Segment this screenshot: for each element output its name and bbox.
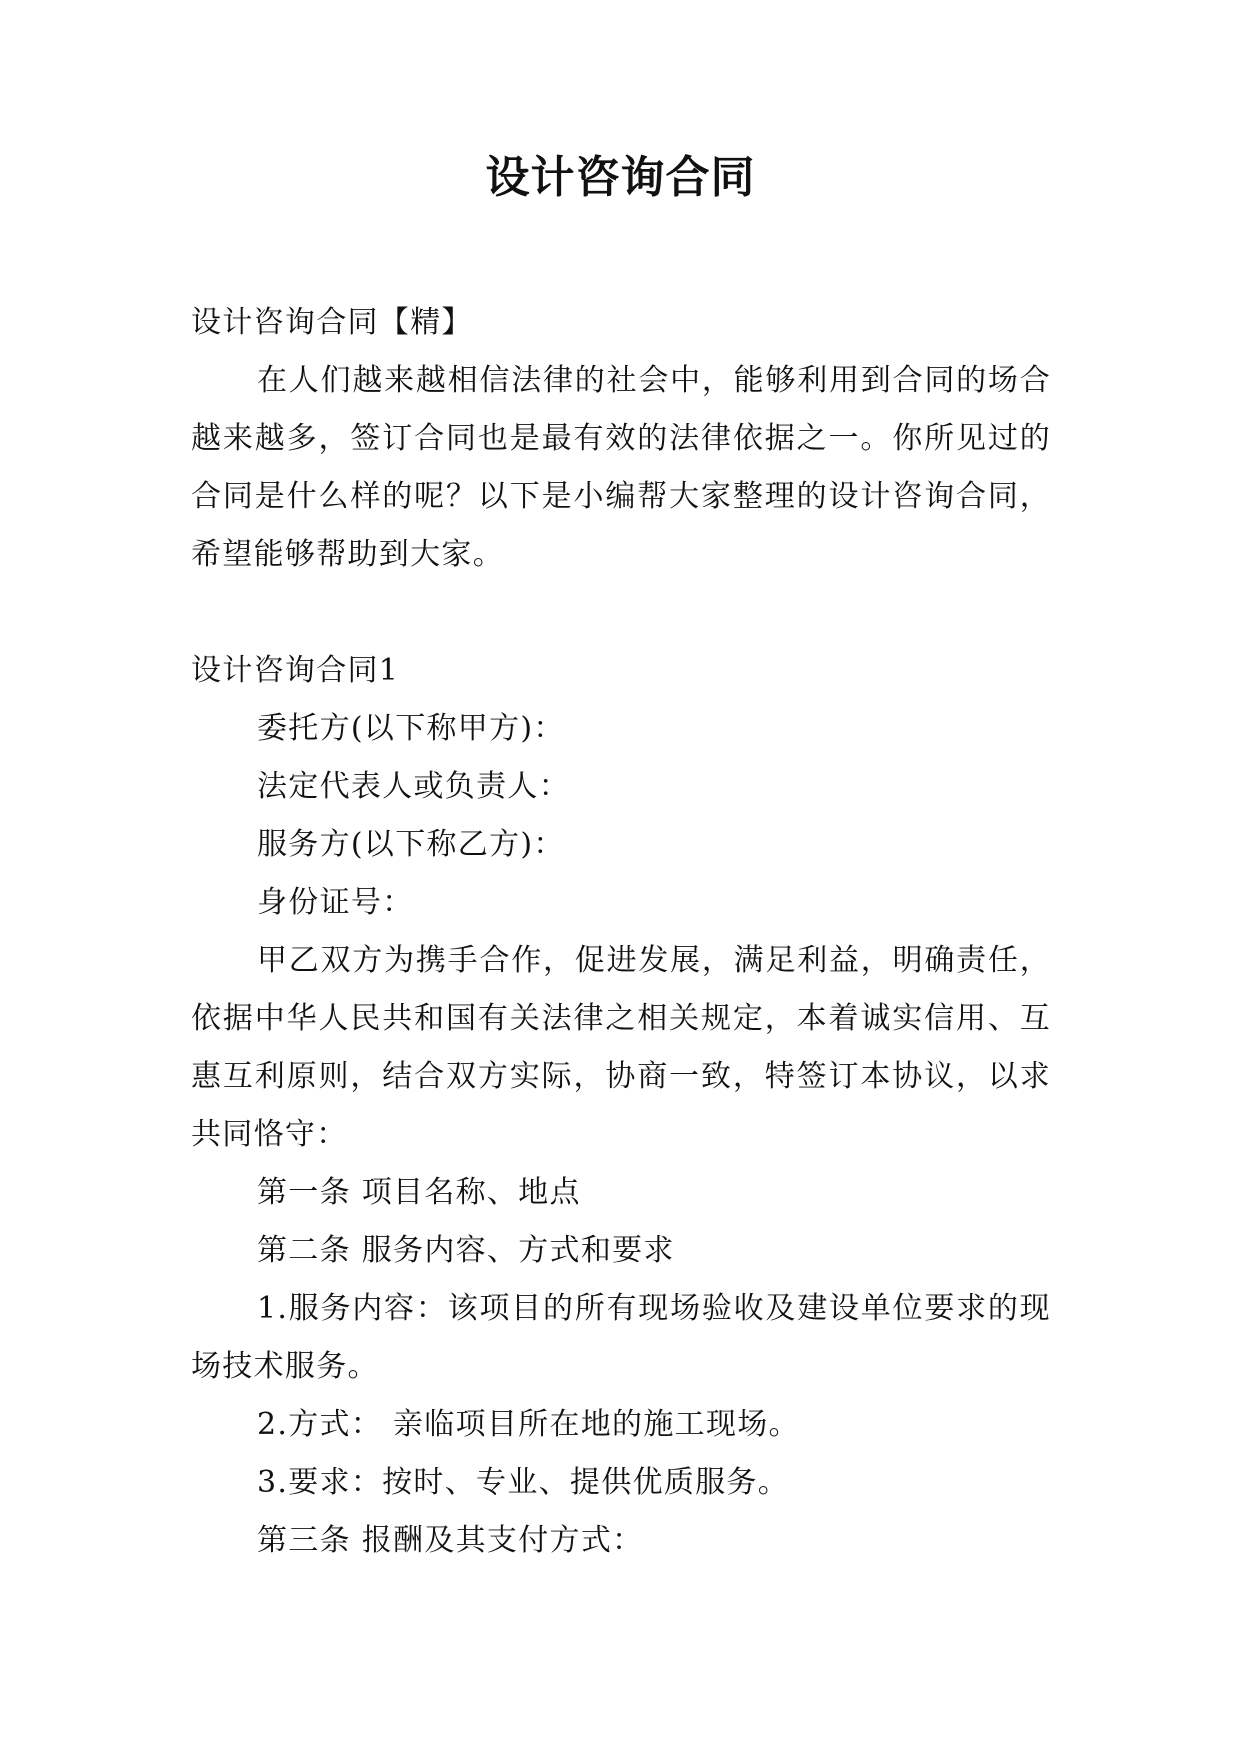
article-1: 第一条 项目名称、地点: [257, 1175, 581, 1210]
paragraph-gap: [191, 584, 1051, 642]
legal-rep-line: 法定代表人或负责人：: [257, 769, 570, 804]
section-heading: 设计咨询合同1: [191, 653, 400, 688]
preamble-paragraph: 甲乙双方为携手合作，促进发展，满足利益，明确责任，依据中华人民共和国有关法律之相关规定，本着诚实信用、互惠互利原则，结合双方实际，协商一致，特签订本协议，以求共同恪守：: [191, 943, 1051, 1152]
party-a-line: 委托方(以下称甲方)：: [257, 711, 565, 746]
article-2-item-1: 1.服务内容：该项目的所有现场验收及建设单位要求的现场技术服务。: [191, 1291, 1051, 1384]
article-2: 第二条 服务内容、方式和要求: [257, 1233, 675, 1268]
document-subtitle: 设计咨询合同【精】: [191, 305, 473, 340]
document-body: [191, 294, 1051, 1570]
article-3: 第三条 报酬及其支付方式：: [257, 1523, 644, 1558]
party-b-line: 服务方(以下称乙方)：: [257, 827, 565, 862]
article-2-item-3: 3.要求：按时、专业、提供优质服务。: [257, 1465, 790, 1500]
article-2-item-2: 2.方式： 亲临项目所在地的施工现场。: [257, 1407, 800, 1442]
intro-paragraph: 在人们越来越相信法律的社会中，能够利用到合同的场合越来越多，签订合同也是最有效的法律依据之一。你所见过的合同是什么样的呢？以下是小编帮大家整理的设计咨询合同，希望能够帮助到大家。: [191, 363, 1051, 572]
document-title: 设计咨询合同: [485, 152, 756, 203]
id-number-line: 身份证号：: [257, 885, 414, 920]
